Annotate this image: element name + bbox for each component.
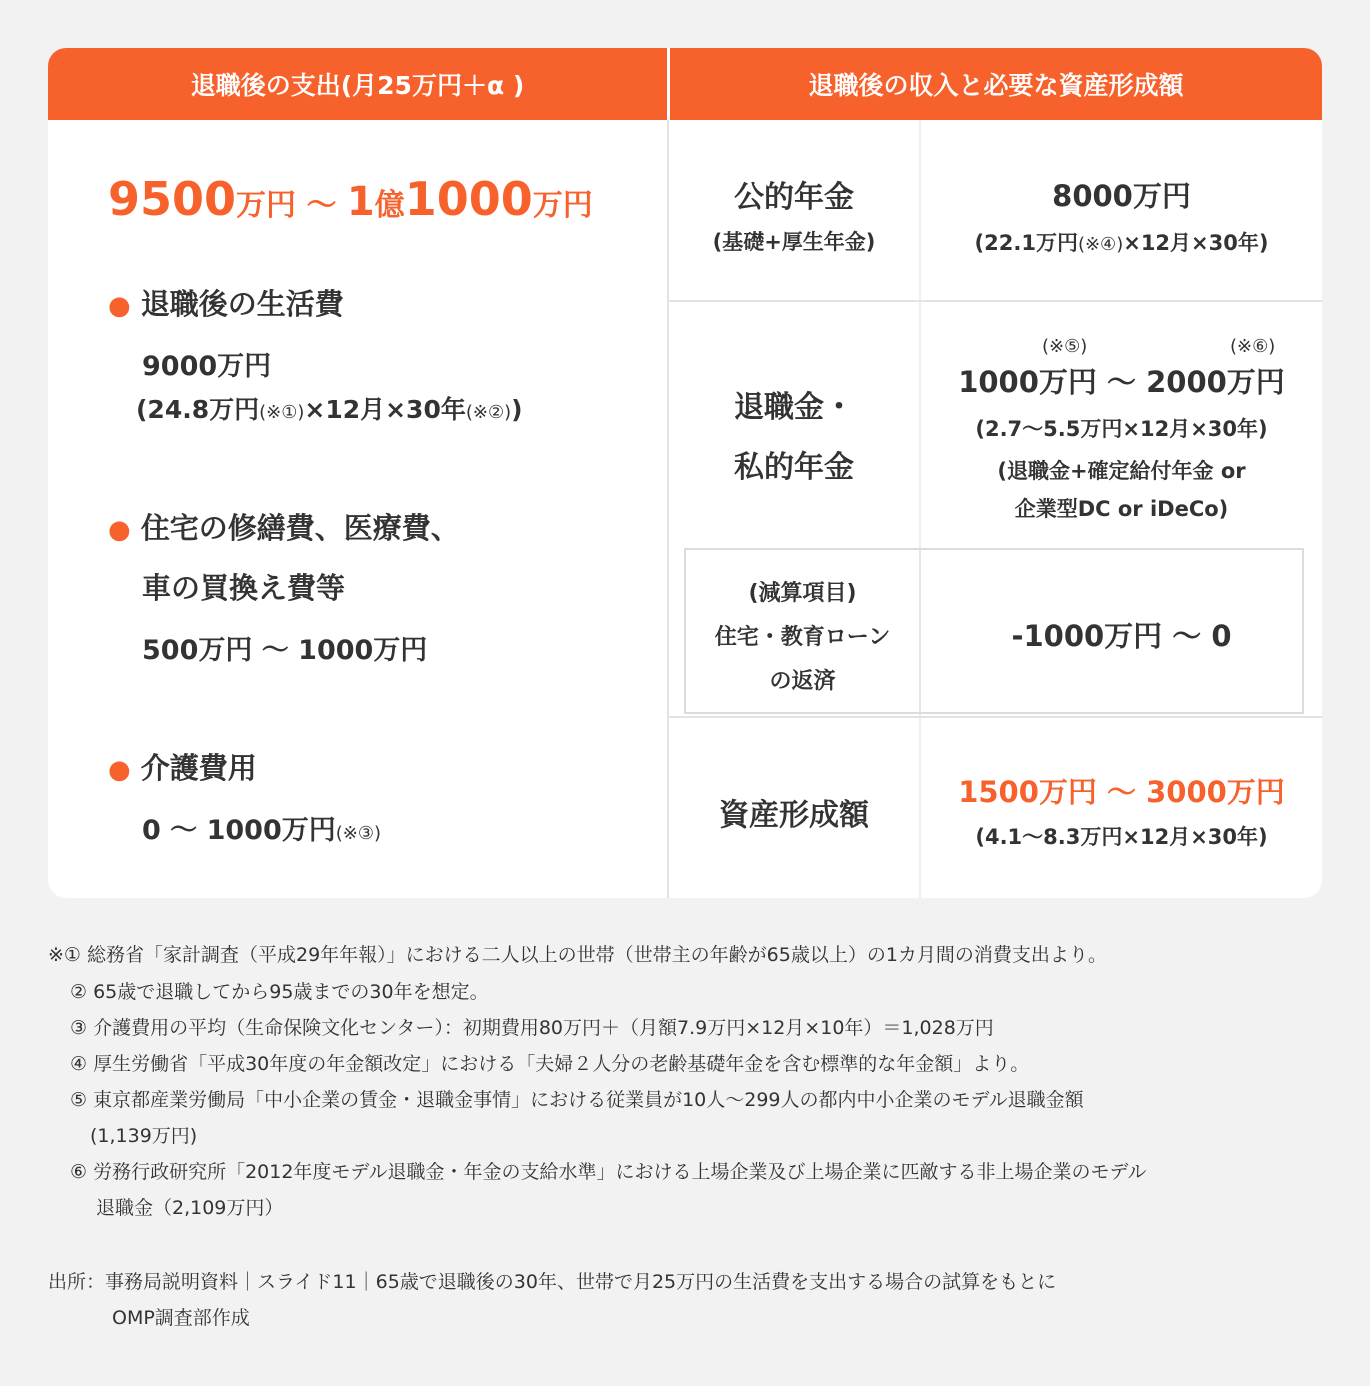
retirement-amount: 1000万円 ～ 2000万円 [958,365,1285,399]
living-cost-calc-a: (24.8万円 [136,395,260,424]
footnote-5: ⑤ 東京都産業労働局「中小企業の賃金・退職金事情」における従業員が10人～299人の都内中小企業のモデル退職金額 [70,1089,1084,1111]
row-divider-3 [669,716,1322,718]
footnote-6-cont: 退職金（2,109万円） [96,1197,284,1219]
retirement-value-cell [921,360,1322,523]
retirement-detail-2: 企業型DC or iDeCo) [1014,497,1229,521]
care-cost-amount [142,808,381,847]
care-cost-title [108,746,257,787]
comparison-card [48,48,1322,898]
living-cost-amount: 9000万円 [142,351,272,382]
living-cost-note-2: (※②) [465,402,512,423]
deduction-label-3: の返済 [769,669,836,694]
pension-calc [921,227,1322,257]
care-cost-note: (※③) [335,823,381,844]
deduction-amount: -1000万円 ～ 0 [1011,619,1232,653]
living-cost-note-1: (※①) [259,402,305,423]
footnote-6: ⑥ 労務行政研究所「2012年度モデル退職金・年金の支給水準」における上場企業及び上場企業に匹敵する非上場企業のモデル [70,1161,1147,1183]
footnote-2: ② 65歳で退職してから95歳までの30年を想定。 [70,981,489,1003]
assets-value-cell [921,770,1322,851]
housing-cost-title [108,506,460,547]
retirement-detail-1: (退職金+確定給付年金 or [997,459,1246,483]
assets-label: 資産形成額 [719,798,869,833]
pension-label-cell [669,172,919,256]
deduction-label-cell [686,572,919,704]
pension-note: (※④) [1077,234,1124,255]
pension-label: 公的年金 [734,180,854,215]
retirement-calc: (2.7～5.5万円×12月×30年) [975,417,1268,441]
bullet-icon: ● [108,515,131,545]
retirement-note-6: (※⑥) [1230,336,1276,357]
assets-calc: (4.1～8.3万円×12月×30年) [975,825,1268,849]
living-cost-calc-c: ) [511,395,523,424]
living-cost-title [108,282,344,323]
living-cost-calc-b: ×12月×30年 [304,395,466,424]
income-header [670,48,1322,120]
pension-amount: 8000万円 [1052,179,1191,213]
expense-total-max-unit: 万円 [532,188,593,223]
footnote-4: ④ 厚生労働省「平成30年度の年金額改定」における「夫婦２人分の老齢基礎年金を含む標準的な年金額」より。 [70,1053,1030,1075]
bullet-icon: ● [108,755,131,785]
expenses-header-title: 退職後の支出(月25万円＋α ) [190,71,525,100]
deduction-label-1: (減算項目) [748,581,857,606]
pension-calc-b: ×12月×30年) [1123,231,1269,255]
housing-cost-amount: 500万円 ～ 1000万円 [142,635,428,666]
retirement-label-1: 退職金・ [734,390,854,425]
bullet-icon: ● [108,291,131,321]
living-cost-label: 退職後の生活費 [140,287,344,321]
care-cost-label: 介護費用 [140,751,257,785]
expenses-header [48,48,667,120]
footnote-5-cont: (1,139万円) [90,1125,198,1147]
row-divider-1 [669,300,1322,302]
living-cost-calc [136,390,523,426]
care-cost-value: 0 ～ 1000万円 [142,815,336,846]
expense-total-max: 1000 [404,172,533,226]
assets-amount: 1500万円 ～ 3000万円 [958,775,1285,809]
expense-total-oku-unit: 億 [374,188,405,223]
header-divider [667,48,669,120]
footnote-1: ※① 総務省「家計調査（平成29年年報）」における二人以上の世帯（世帯主の年齢が65歳以上）の1カ月間の消費支出より。 [48,944,1107,966]
retirement-label-2: 私的年金 [734,450,854,485]
deduction-label-2: 住宅・教育ローン [714,625,891,650]
housing-cost-label-2: 車の買換え費等 [142,571,346,605]
pension-sublabel: (基礎+厚生年金) [712,230,876,254]
income-header-title: 退職後の収入と必要な資産形成額 [808,71,1184,100]
footnote-3: ③ 介護費用の平均（生命保険文化センター）：初期費用80万円＋（月額7.9万円×12月×10年）＝1,028万円 [70,1017,994,1039]
source-line-cont: OMP調査部作成 [112,1307,250,1329]
retirement-label-cell [669,378,919,498]
housing-cost-label-1: 住宅の修繕費、医療費、 [140,511,460,545]
expense-total [108,172,593,226]
expense-total-min: 9500 [108,172,237,226]
retirement-note-5: (※⑤) [1042,336,1088,357]
expense-total-max-oku: 1 [346,179,375,225]
expense-total-min-unit: 万円 [236,188,297,223]
source-line: 出所：事務局説明資料｜スライド11｜65歳で退職後の30年、世帯で月25万円の生活費を支出する場合の試算をもとに [48,1271,1057,1293]
pension-calc-a: (22.1万円 [974,231,1078,255]
expense-total-sep: ～ [296,188,347,223]
pension-value-cell [921,174,1322,257]
